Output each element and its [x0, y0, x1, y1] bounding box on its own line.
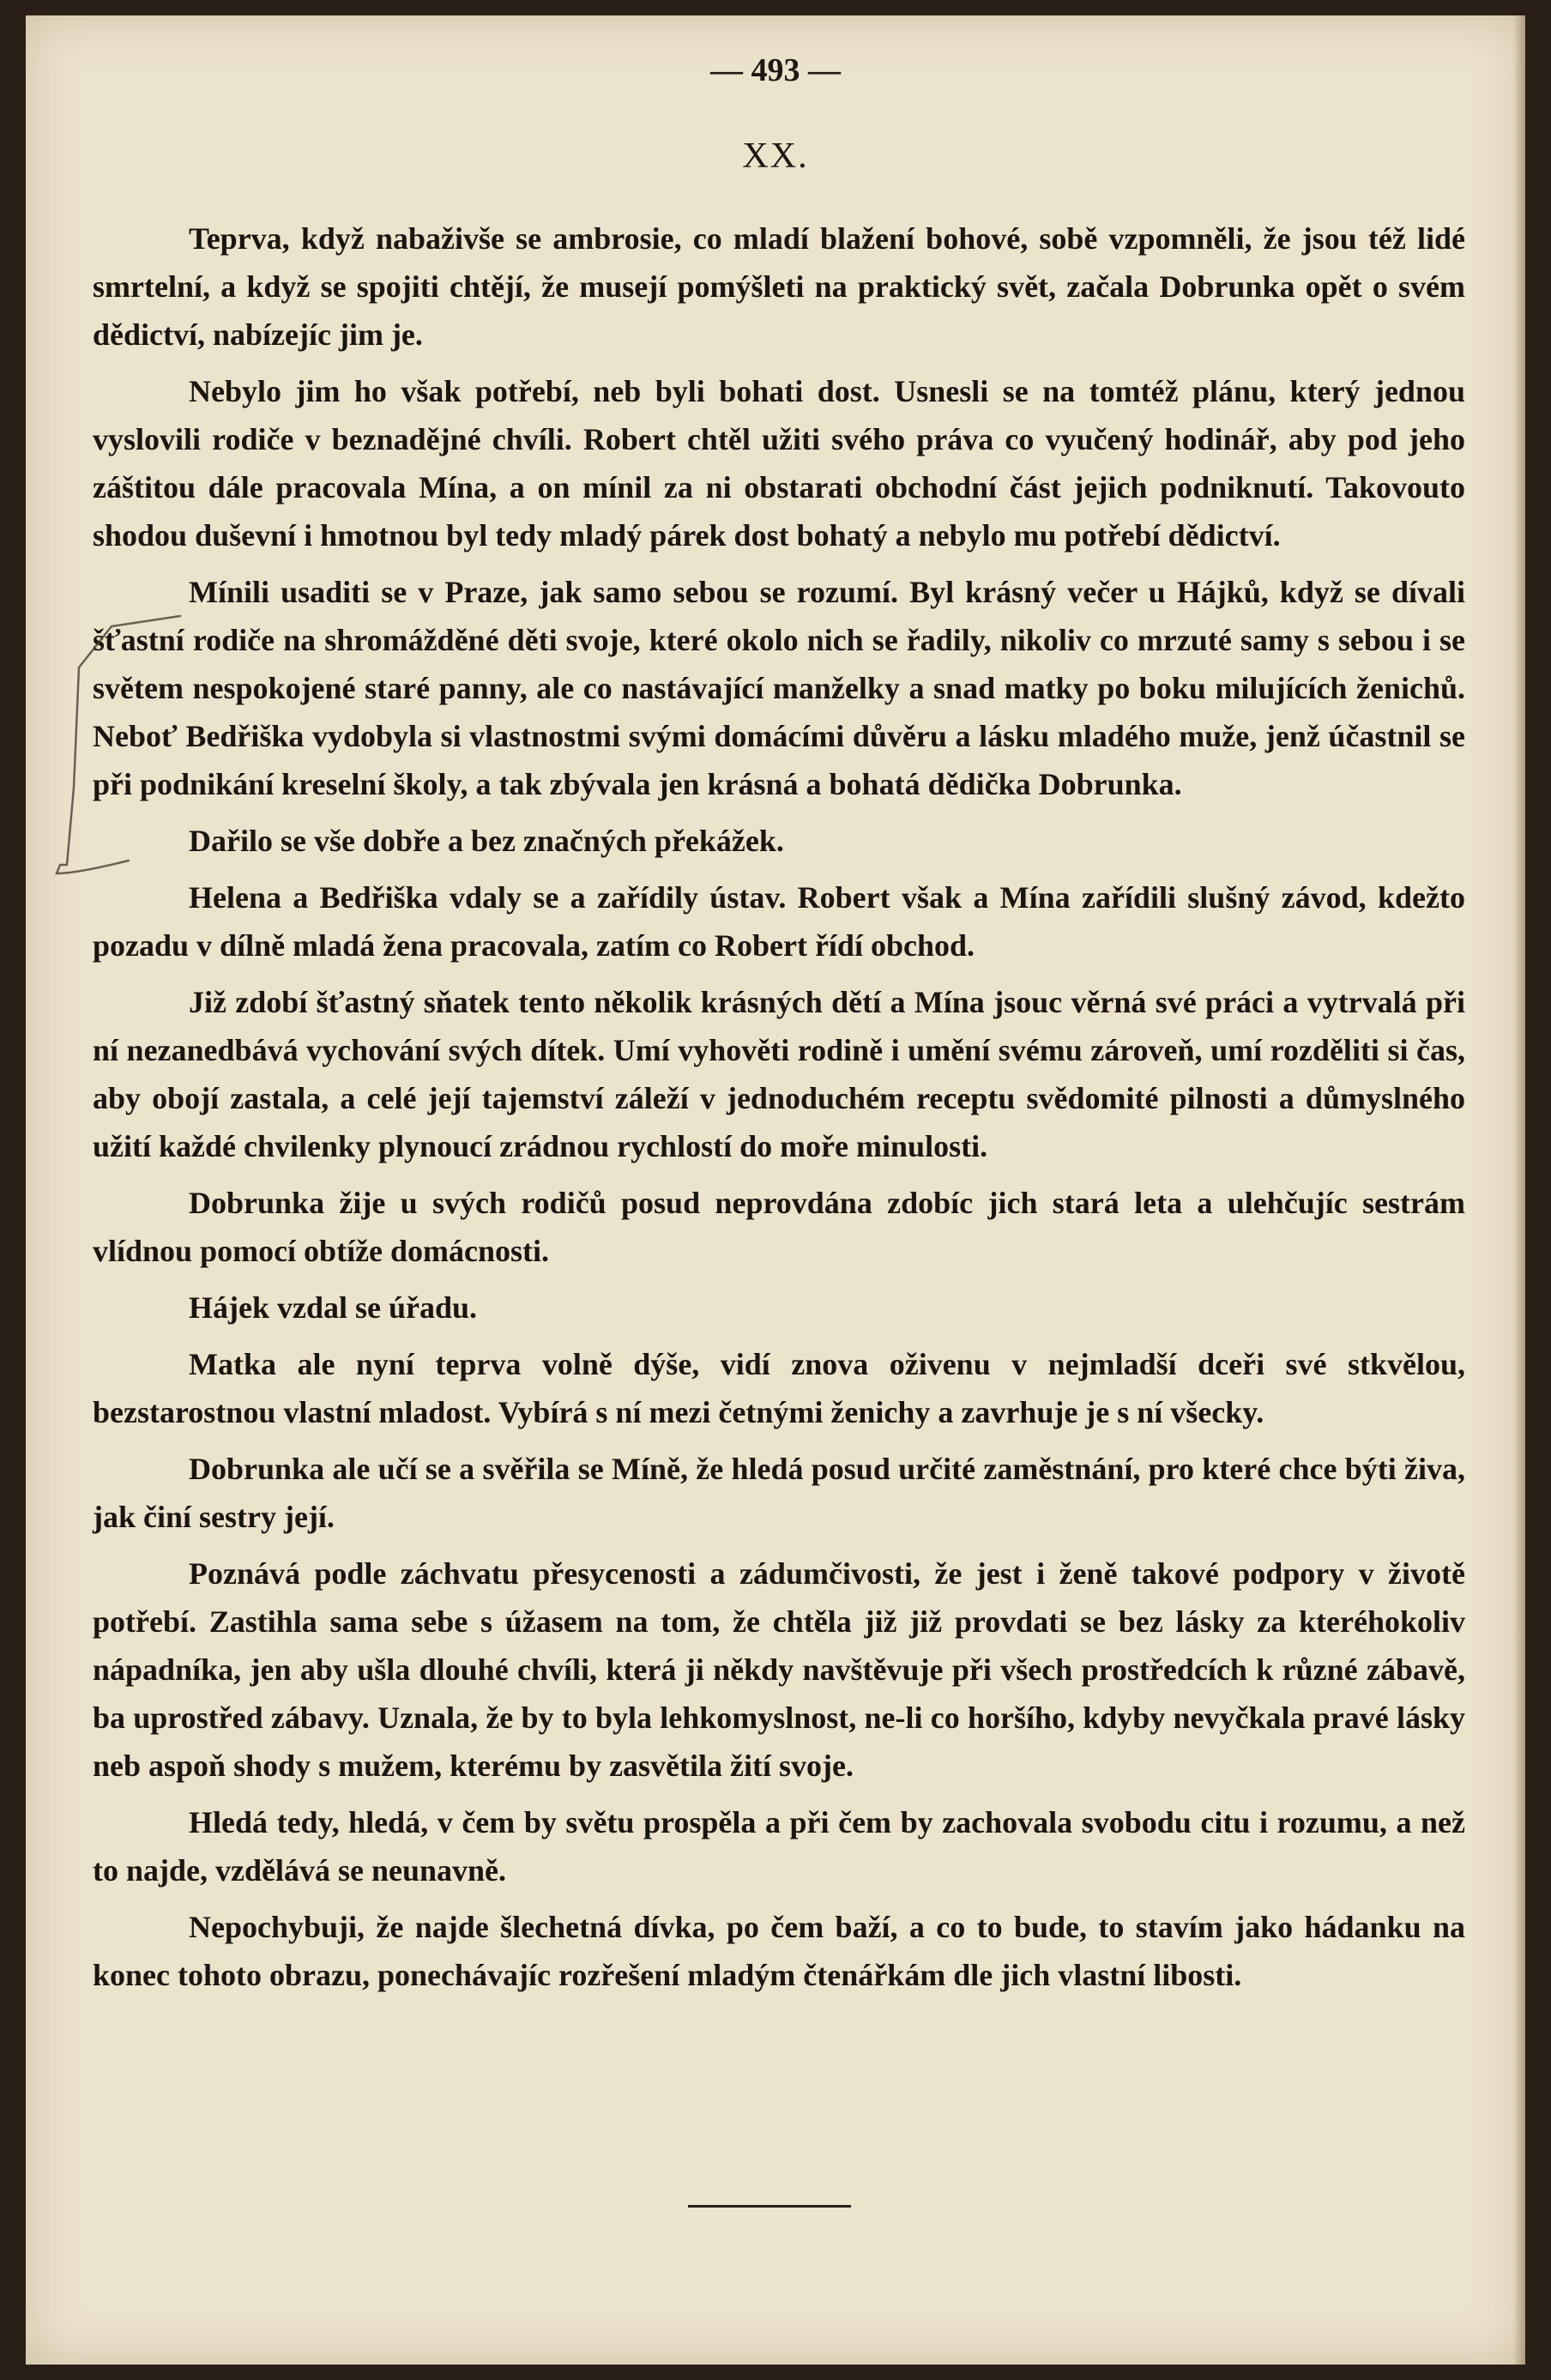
- paragraph-4: Dařilo se vše dobře a bez značných překážek.: [189, 824, 784, 858]
- paragraph-7: Dobrunka žije u svých rodičů posud neprovdána zdobíc jich stará leta a ulehčujíc sestrám vlídnou pomocí obtíže domácnosti.: [93, 1186, 1465, 1268]
- paragraph-5: Helena a Bedřiška vdaly se a zařídily ústav. Robert však a Mína zařídili slušný závod, kdežto pozadu v dílně mladá žena pracovala, zatím co Robert řídí obchod.: [93, 880, 1465, 963]
- paragraph-8: Hájek vzdal se úřadu.: [189, 1290, 478, 1325]
- paragraph-13: Nepochybuji, že najde šlechetná dívka, po čem baží, a co to bude, to stavím jako hádanku na konec tohoto obrazu, ponechávajíc rozřešení mladým čtenářkám dle jich vlastní libosti.: [93, 1910, 1465, 1992]
- body-text: [93, 214, 1465, 2008]
- paragraph-11: Poznává podle záchvatu přesycenosti a zádumčivosti, že jest i ženě takové podpory v životě potřebí. Zastihla sama sebe s úžasem na tom, že chtěla již již provdati se bez lásky za kteréhokoliv nápadníka, jen aby ušla dlouhé chvíli, která ji někdy navštěvuje při všech prostředcích k různé zábavě, ba uprostřed zábavy. Uznala, že by to byla lehkomyslnost, ne-li co horšího, kdyby nevyčkala pravé lásky neb aspoň shody s mužem, kterému by zasvětila žití svoje.: [93, 1556, 1465, 1783]
- paragraph-6: Již zdobí šťastný sňatek tento několik krásných dětí a Mína jsouc věrná své práci a vytrvalá při ní nezanedbává vychování svých dítek. Umí vyhověti rodině i umění svému zároveň, umí rozděliti si čas, aby obojí zastala, a celé její tajemství záleží v jednoduchém receptu svědomité pilnosti a důmyslného užití každé chvilenky plynoucí zrádnou rychlostí do moře minulosti.: [93, 985, 1465, 1163]
- chapter-heading: XX.: [742, 136, 809, 176]
- page-number: — 493 —: [710, 52, 841, 88]
- paragraph-12: Hledá tedy, hledá, v čem by světu prospěla a při čem by zachovala svobodu citu i rozumu, a než to najde, vzdělává se neunavně.: [93, 1805, 1465, 1888]
- end-ornament-rule: [688, 2205, 851, 2208]
- page-edge-shading: [1513, 15, 1525, 2365]
- book-page: [26, 15, 1525, 2365]
- paragraph-10: Dobrunka ale učí se a svěřila se Míně, že hledá posud určité zaměstnání, pro které chce býti živa, jak činí sestry její.: [93, 1452, 1465, 1534]
- paragraph-2: Nebylo jim ho však potřebí, neb byli bohati dost. Usnesli se na tomtéž plánu, který jednou vyslovili rodiče v beznadějné chvíli. Robert chtěl užiti svého práva co vyučený hodinář, aby pod jeho záštitou dále pracovala Mína, a on mínil za ni obstarati obchodní část jejich podniknutí. Takovouto shodou duševní i hmotnou byl tedy mladý párek dost bohatý a nebylo mu potřebí dědictví.: [93, 374, 1465, 553]
- paragraph-9: Matka ale nyní teprva volně dýše, vidí znova oživenu v nejmladší dceři své stkvělou, bezstarostnou vlastní mladost. Vybírá s ní mezi četnými ženichy a zavrhuje je s ní všecky.: [93, 1347, 1465, 1429]
- paragraph-1: Teprva, když nabaživše se ambrosie, co mladí blažení bohové, sobě vzpomněli, že jsou též lidé smrtelní, a když se spojiti chtějí, že musejí pomýšleti na praktický svět, začala Dobrunka opět o svém dědictví, nabízejíc jim je.: [93, 221, 1465, 352]
- paragraph-3: Mínili usaditi se v Praze, jak samo sebou se rozumí. Byl krásný večer u Hájků, když se dívali šťastní rodiče na shromážděné děti svoje, které okolo nich se řadily, nikoliv co mrzuté samy s sebou i se světem nespokojené staré panny, ale co nastávající manželky a snad matky po boku milujících ženichů. Neboť Bedřiška vydobyla si vlastnostmi svými domácími důvěru a lásku mladého muže, jenž účastnil se při podnikání kreselní školy, a tak zbývala jen krásná a bohatá dědička Dobrunka.: [93, 575, 1465, 801]
